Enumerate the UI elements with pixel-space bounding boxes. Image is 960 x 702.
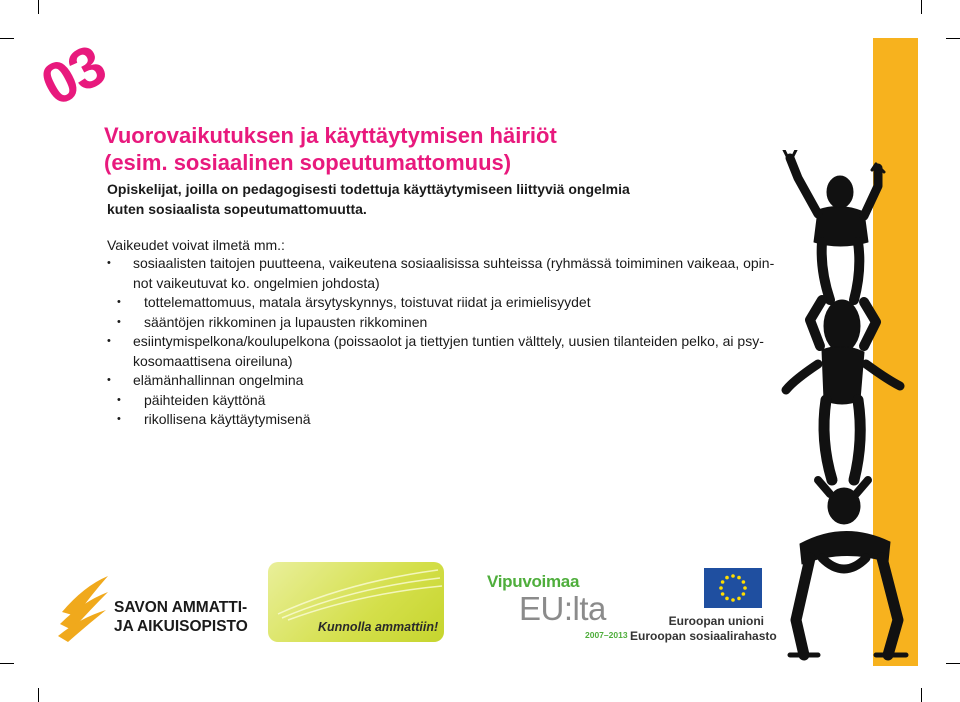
vipuvoimaa-logo (487, 572, 628, 640)
crop-mark (921, 688, 922, 702)
crop-mark (946, 663, 960, 664)
list-item-line: esiintymispelkona/koulupelkona (poissaolot ja tiettyjen tuntien välttely, uusien tilanteiden pelko, ai psy- (133, 333, 764, 349)
crop-mark (921, 0, 922, 14)
bullet-icon: • (117, 315, 121, 328)
bullet-icon: • (107, 335, 111, 347)
eu-stars-icon (704, 568, 762, 608)
eu-logo (630, 566, 777, 644)
list-item-line: sosiaalisten taitojen puutteena, vaikeutena sosiaalisissa suhteissa (ryhmässä toimiminen vaikeaa, opin- (133, 255, 775, 271)
eu-flag-icon (704, 568, 762, 608)
savo-line: SAVON AMMATTI- (114, 599, 248, 616)
vipuvoimaa-title: Vipuvoimaa (487, 572, 580, 591)
page-title (104, 122, 557, 176)
lead-text: Vaikeudet voivat ilmetä mm.: (107, 237, 285, 253)
section-number: 03 (30, 32, 115, 119)
title-line: (esim. sosiaalinen sopeutumattomuus) (104, 150, 512, 175)
swoosh-icon (268, 562, 444, 622)
intro-text (107, 179, 807, 219)
bullet-icon: • (117, 413, 121, 425)
crop-mark (946, 38, 960, 39)
bullet-icon: • (107, 257, 111, 269)
crop-mark (38, 0, 39, 14)
vipuvoimaa-years: 2007–2013 (585, 630, 628, 640)
eu-line: Euroopan sosiaalirahasto (630, 629, 777, 643)
kunnolla-logo (268, 562, 444, 642)
intro-line: kuten sosiaalista sopeutumattomuutta. (107, 201, 367, 217)
vipuvoimaa-eu: EU:lta (519, 590, 606, 627)
list-item-line: päihteiden käyttönä (144, 391, 266, 408)
bullet-icon: • (117, 296, 121, 308)
crop-mark (0, 38, 14, 39)
bullet-icon: • (117, 393, 121, 406)
intro-line: Opiskelijat, joilla on pedagogisesti todettuja käyttäytymiseen liittyviä ongelmia (107, 181, 630, 197)
savo-wings-logo-icon (58, 572, 114, 642)
list-item-line: tottelemattomuus, matala ärsytyskynnys, toistuvat riidat ja erimielisyydet (144, 294, 591, 310)
list-item-line: sääntöjen rikkominen ja lupausten rikkominen (144, 313, 428, 330)
eu-logo-text (630, 614, 777, 644)
kunnolla-slogan: Kunnolla ammattiin! (318, 620, 439, 634)
eu-line: Euroopan unioni (668, 614, 764, 628)
savo-line: JA AIKUISOPISTO (114, 618, 248, 635)
list-item-line: kosomaattisena oireiluna) (133, 352, 293, 369)
list-item-line: not vaikeutuvat ko. ongelmien johdosta) (133, 274, 380, 291)
savo-logo (58, 572, 258, 642)
savo-logo-text (114, 598, 248, 636)
acrobat-figures-illustration (760, 150, 920, 665)
list-item-line: rikollisena käyttäytymisenä (144, 411, 311, 427)
list-item-line: elämänhallinnan ongelmina (133, 372, 304, 388)
crop-mark (0, 663, 14, 664)
crop-mark (38, 688, 39, 702)
title-line: Vuorovaikutuksen ja käyttäytymisen häiriöt (104, 123, 557, 148)
bullet-icon: • (107, 374, 111, 386)
